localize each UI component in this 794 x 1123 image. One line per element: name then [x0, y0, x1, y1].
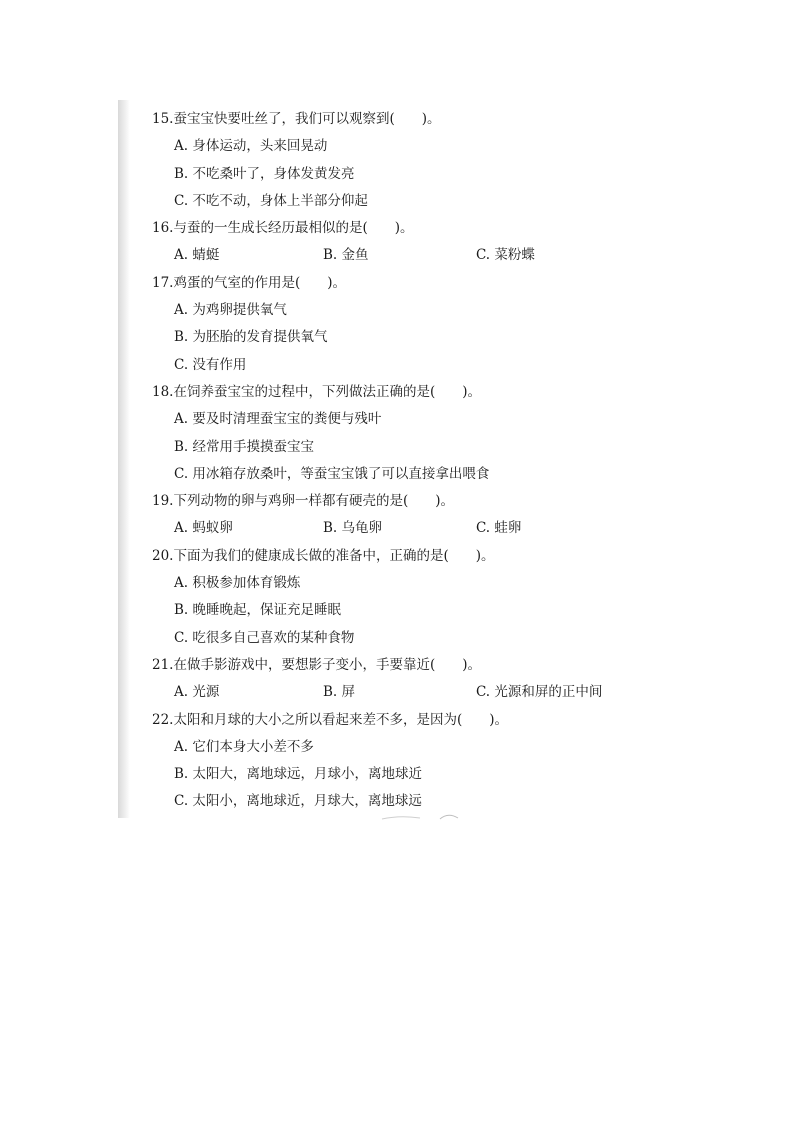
option-a: A. 蜻蜓: [174, 247, 220, 264]
option-a: A. 它们本身大小差不多: [174, 738, 314, 755]
option-a: A. 身体运动，头来回晃动: [174, 138, 328, 155]
option-c: C. 没有作用: [174, 356, 247, 373]
option-c: C. 不吃不动，身体上半部分仰起: [174, 192, 368, 209]
option-b: B. 乌龟卵: [323, 520, 383, 537]
option-b: B. 太阳大，离地球远，月球小，离地球近: [174, 766, 423, 783]
option-b: B. 金鱼: [323, 247, 369, 264]
option-c: C. 吃很多自己喜欢的某种食物: [174, 629, 355, 646]
option-row: [152, 679, 672, 706]
question-stem: 19.下列动物的卵与鸡卵一样都有硬壳的是( )。: [152, 493, 455, 510]
option-c: C. 用冰箱存放桑叶，等蚕宝宝饿了可以直接拿出喂食: [174, 465, 490, 482]
option-row: [152, 242, 672, 269]
option-b: B. 为胚胎的发育提供氧气: [174, 329, 328, 346]
question-list: [152, 106, 672, 816]
option-row: [152, 515, 672, 542]
option-c: C. 蛙卵: [475, 520, 522, 537]
question-stem: 16.与蚕的一生成长经历最相似的是( )。: [152, 220, 414, 237]
option-a: A. 为鸡卵提供氧气: [174, 302, 287, 319]
option-a: A. 光源: [174, 684, 220, 701]
scan-artifact: [380, 812, 470, 820]
question-stem: 22.太阳和月球的大小之所以看起来差不多，是因为( )。: [152, 711, 509, 728]
option-a: A. 蚂蚁卵: [174, 520, 233, 537]
option-b: B. 屏: [323, 684, 356, 701]
question-stem: 21.在做手影游戏中，要想影子变小，手要靠近( )。: [152, 656, 482, 673]
option-c: C. 菜粉蝶: [475, 247, 535, 264]
option-b: B. 不吃桑叶了，身体发黄发亮: [174, 165, 355, 182]
question-stem: 20.下面为我们的健康成长做的准备中，正确的是( )。: [152, 547, 495, 564]
option-a: A. 要及时清理蚕宝宝的粪便与残叶: [174, 411, 382, 428]
option-a: A. 积极参加体育锻炼: [174, 575, 301, 592]
option-c: C. 光源和屏的正中间: [475, 684, 603, 701]
question-stem: 18.在饲养蚕宝宝的过程中，下列做法正确的是( )。: [152, 383, 482, 400]
question-stem: 17.鸡蛋的气室的作用是( )。: [152, 274, 347, 291]
scan-shadow-edge: [118, 100, 130, 818]
option-c: C. 太阳小，离地球近，月球大，离地球远: [174, 793, 422, 810]
option-b: B. 经常用手摸摸蚕宝宝: [174, 438, 315, 455]
question-stem: 15.蚕宝宝快要吐丝了，我们可以观察到( )。: [152, 111, 441, 127]
option-b: B. 晚睡晚起，保证充足睡眠: [174, 602, 342, 619]
